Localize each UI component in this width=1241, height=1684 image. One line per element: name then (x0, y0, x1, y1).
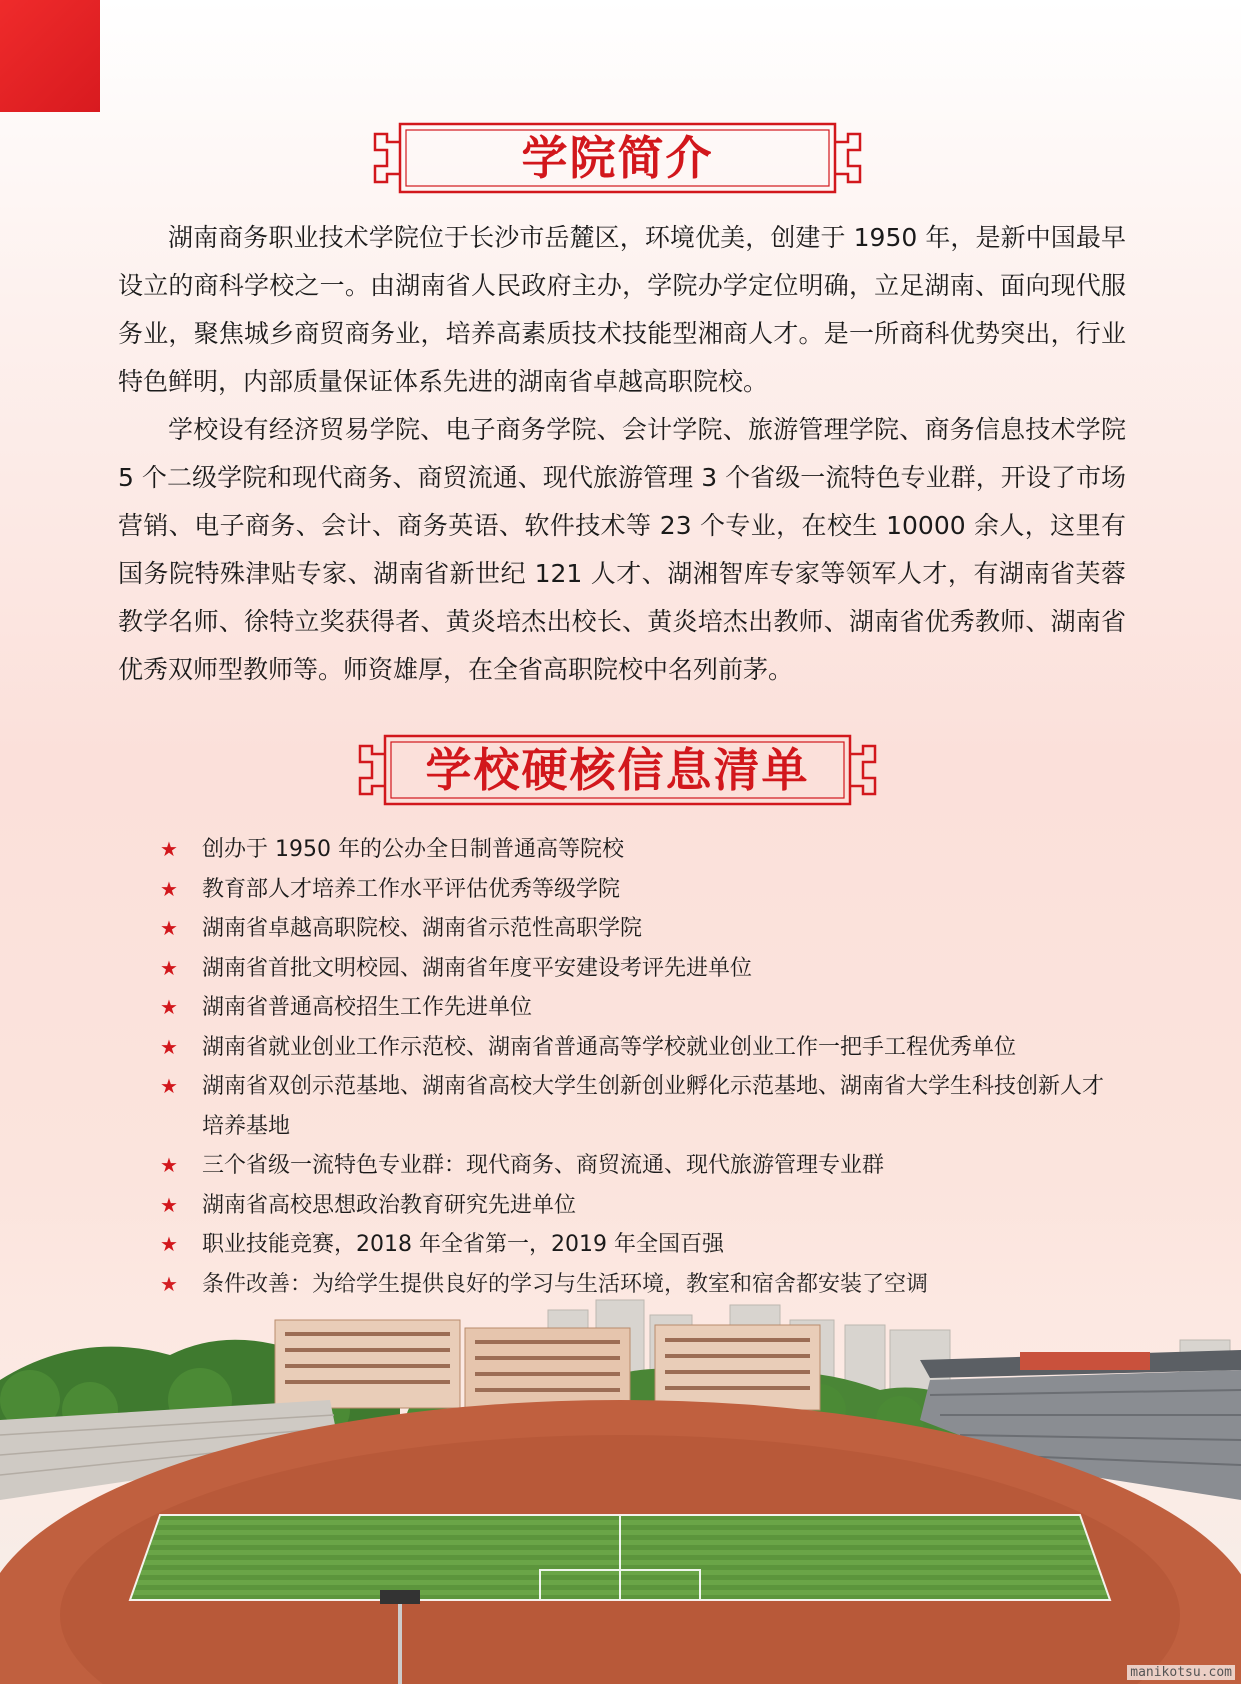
star-icon: ★ (160, 1074, 178, 1098)
section-title-facts: 学校硬核信息清单 (425, 743, 810, 797)
section-title-intro: 学院简介 (521, 131, 714, 185)
list-item: ★ 教育部人才培养工作水平评估优秀等级学院 (160, 870, 1120, 910)
star-icon: ★ (160, 1192, 178, 1217)
star-icon: ★ (160, 1153, 178, 1177)
star-icon: ★ (160, 1232, 178, 1256)
list-item: ★ 职业技能竞赛，2018 年全省第一，2019 年全国百强 (160, 1225, 1120, 1265)
star-icon: ★ (160, 1034, 178, 1059)
facts-list (160, 830, 1120, 1304)
list-item: ★ 创办于 1950 年的公办全日制普通高等院校 (160, 830, 1120, 870)
section-title-frame-2 (350, 732, 885, 808)
list-item: ★ 湖南省就业创业工作示范校、湖南省普通高等学校就业创业工作一把手工程优秀单位 (160, 1028, 1120, 1068)
star-icon: ★ (160, 916, 178, 940)
watermark-text: manikotsu.com (1127, 1665, 1235, 1680)
star-icon: ★ (160, 955, 178, 980)
section-title-frame-1 (365, 120, 870, 196)
campus-photo (0, 1270, 1241, 1684)
corner-accent (0, 0, 100, 112)
star-icon: ★ (160, 837, 178, 861)
star-icon: ★ (160, 876, 178, 901)
list-item: ★ 湖南省双创示范基地、湖南省高校大学生创新创业孵化示范基地、湖南省大学生科技创新人才培养基地 (160, 1067, 1120, 1146)
intro-paragraph-1: 湖南商务职业技术学院位于长沙市岳麓区，环境优美，创建于 1950 年，是新中国最早设立的商科学校之一。由湖南省人民政府主办，学院办学定位明确，立足湖南、面向现代服务业，聚焦城乡商贸商务业，培养高素质技术技能型湘商人才。是一所商科优势突出，行业特色鲜明，内部质量保证体系先进的湖南省卓越高职院校。 (118, 223, 1126, 396)
intro-paragraph-2: 学校设有经济贸易学院、电子商务学院、会计学院、旅游管理学院、商务信息技术学院 5 个二级学院和现代商务、商贸流通、现代旅游管理 3 个省级一流特色专业群，开设了市场营销、电子商务、会计、商务英语、软件技术等 23 个专业，在校生 10000 余人，这里有国务院特殊津贴专家、湖南省新世纪 121 人才、湖湘智库专家等领军人才，有湖南省芙蓉教学名师、徐特立奖获得者、黄炎培杰出校长、黄炎培杰出教师、湖南省优秀教师、湖南省优秀双师型教师等。师资雄厚，在全省高职院校中名列前茅。 (118, 415, 1126, 684)
list-item: ★ 湖南省高校思想政治教育研究先进单位 (160, 1186, 1120, 1226)
list-item: ★ 湖南省首批文明校园、湖南省年度平安建设考评先进单位 (160, 949, 1120, 989)
list-item: ★ 湖南省卓越高职院校、湖南省示范性高职学院 (160, 909, 1120, 949)
intro-text (118, 214, 1126, 694)
list-item: ★ 三个省级一流特色专业群：现代商务、商贸流通、现代旅游管理专业群 (160, 1146, 1120, 1186)
star-icon: ★ (160, 995, 178, 1019)
list-item: ★ 湖南省普通高校招生工作先进单位 (160, 988, 1120, 1028)
